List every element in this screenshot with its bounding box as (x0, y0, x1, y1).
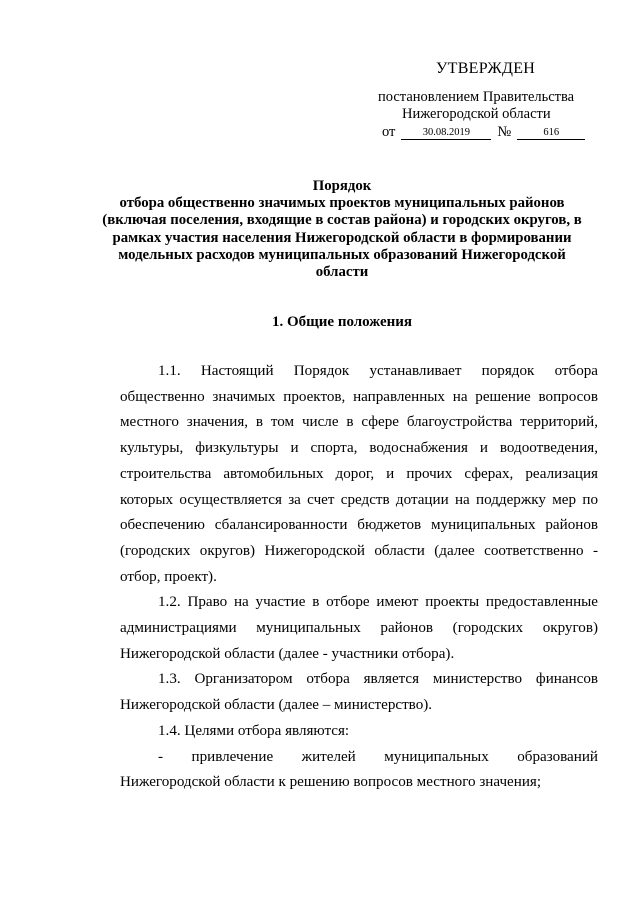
title-line-3: (включая поселения, входящие в состав района) и городских округов, в (102, 212, 582, 229)
title-line-2: отбора общественно значимых проектов муниципальных районов (119, 195, 565, 212)
approval-number: 616 (517, 126, 585, 140)
approval-title: УТВЕРЖДЕН (436, 60, 536, 77)
approval-date: 30.08.2019 (401, 126, 491, 140)
approval-region-line: Нижегородской области (402, 106, 551, 122)
paragraph-1-2: 1.2. Право на участие в отборе имеют проекты предоставленные администрациями муниципальных районов (городских округов) Нижегородской области (далее - участники отбора). (120, 594, 598, 662)
title-line-5: модельных расходов муниципальных образований Нижегородской (118, 246, 566, 263)
approval-date-row (382, 124, 585, 141)
document-title (88, 178, 596, 281)
title-line-1: Порядок (312, 178, 372, 194)
section-heading: 1. Общие положения (271, 314, 413, 330)
paragraph-goal-1: - привлечение жителей муниципальных образований Нижегородской области к решению вопросов местного значения; (120, 748, 598, 791)
paragraph-1-3: 1.3. Организатором отбора является министерство финансов Нижегородской области (далее – министерство). (120, 671, 598, 714)
document-body (120, 359, 598, 796)
paragraph-1-4: 1.4. Целями отбора являются: (158, 722, 350, 739)
title-line-6: области (315, 264, 369, 281)
approval-resolution-line: постановлением Правительства (378, 89, 575, 105)
approval-number-label: № (497, 124, 512, 140)
approval-from-label: от (382, 124, 396, 140)
paragraph-1-1: 1.1. Настоящий Порядок устанавливает порядок отбора общественно значимых проектов, направленных на решение вопросов местного значения, в том числе в сфере благоустройства территорий, культуры, физкультуры и спорта, водоснабжения и водоотведения, строительства автомобильных дорог, и прочих сферах, реализация которых осуществляется за счет средств дотации на поддержку мер по обеспечению сбалансированности бюджетов муниципальных районов (городских округов) Нижегородской области (далее соответственно - отбор, проект). (120, 363, 598, 585)
title-line-4: рамках участия населения Нижегородской области в формировании (112, 229, 572, 246)
